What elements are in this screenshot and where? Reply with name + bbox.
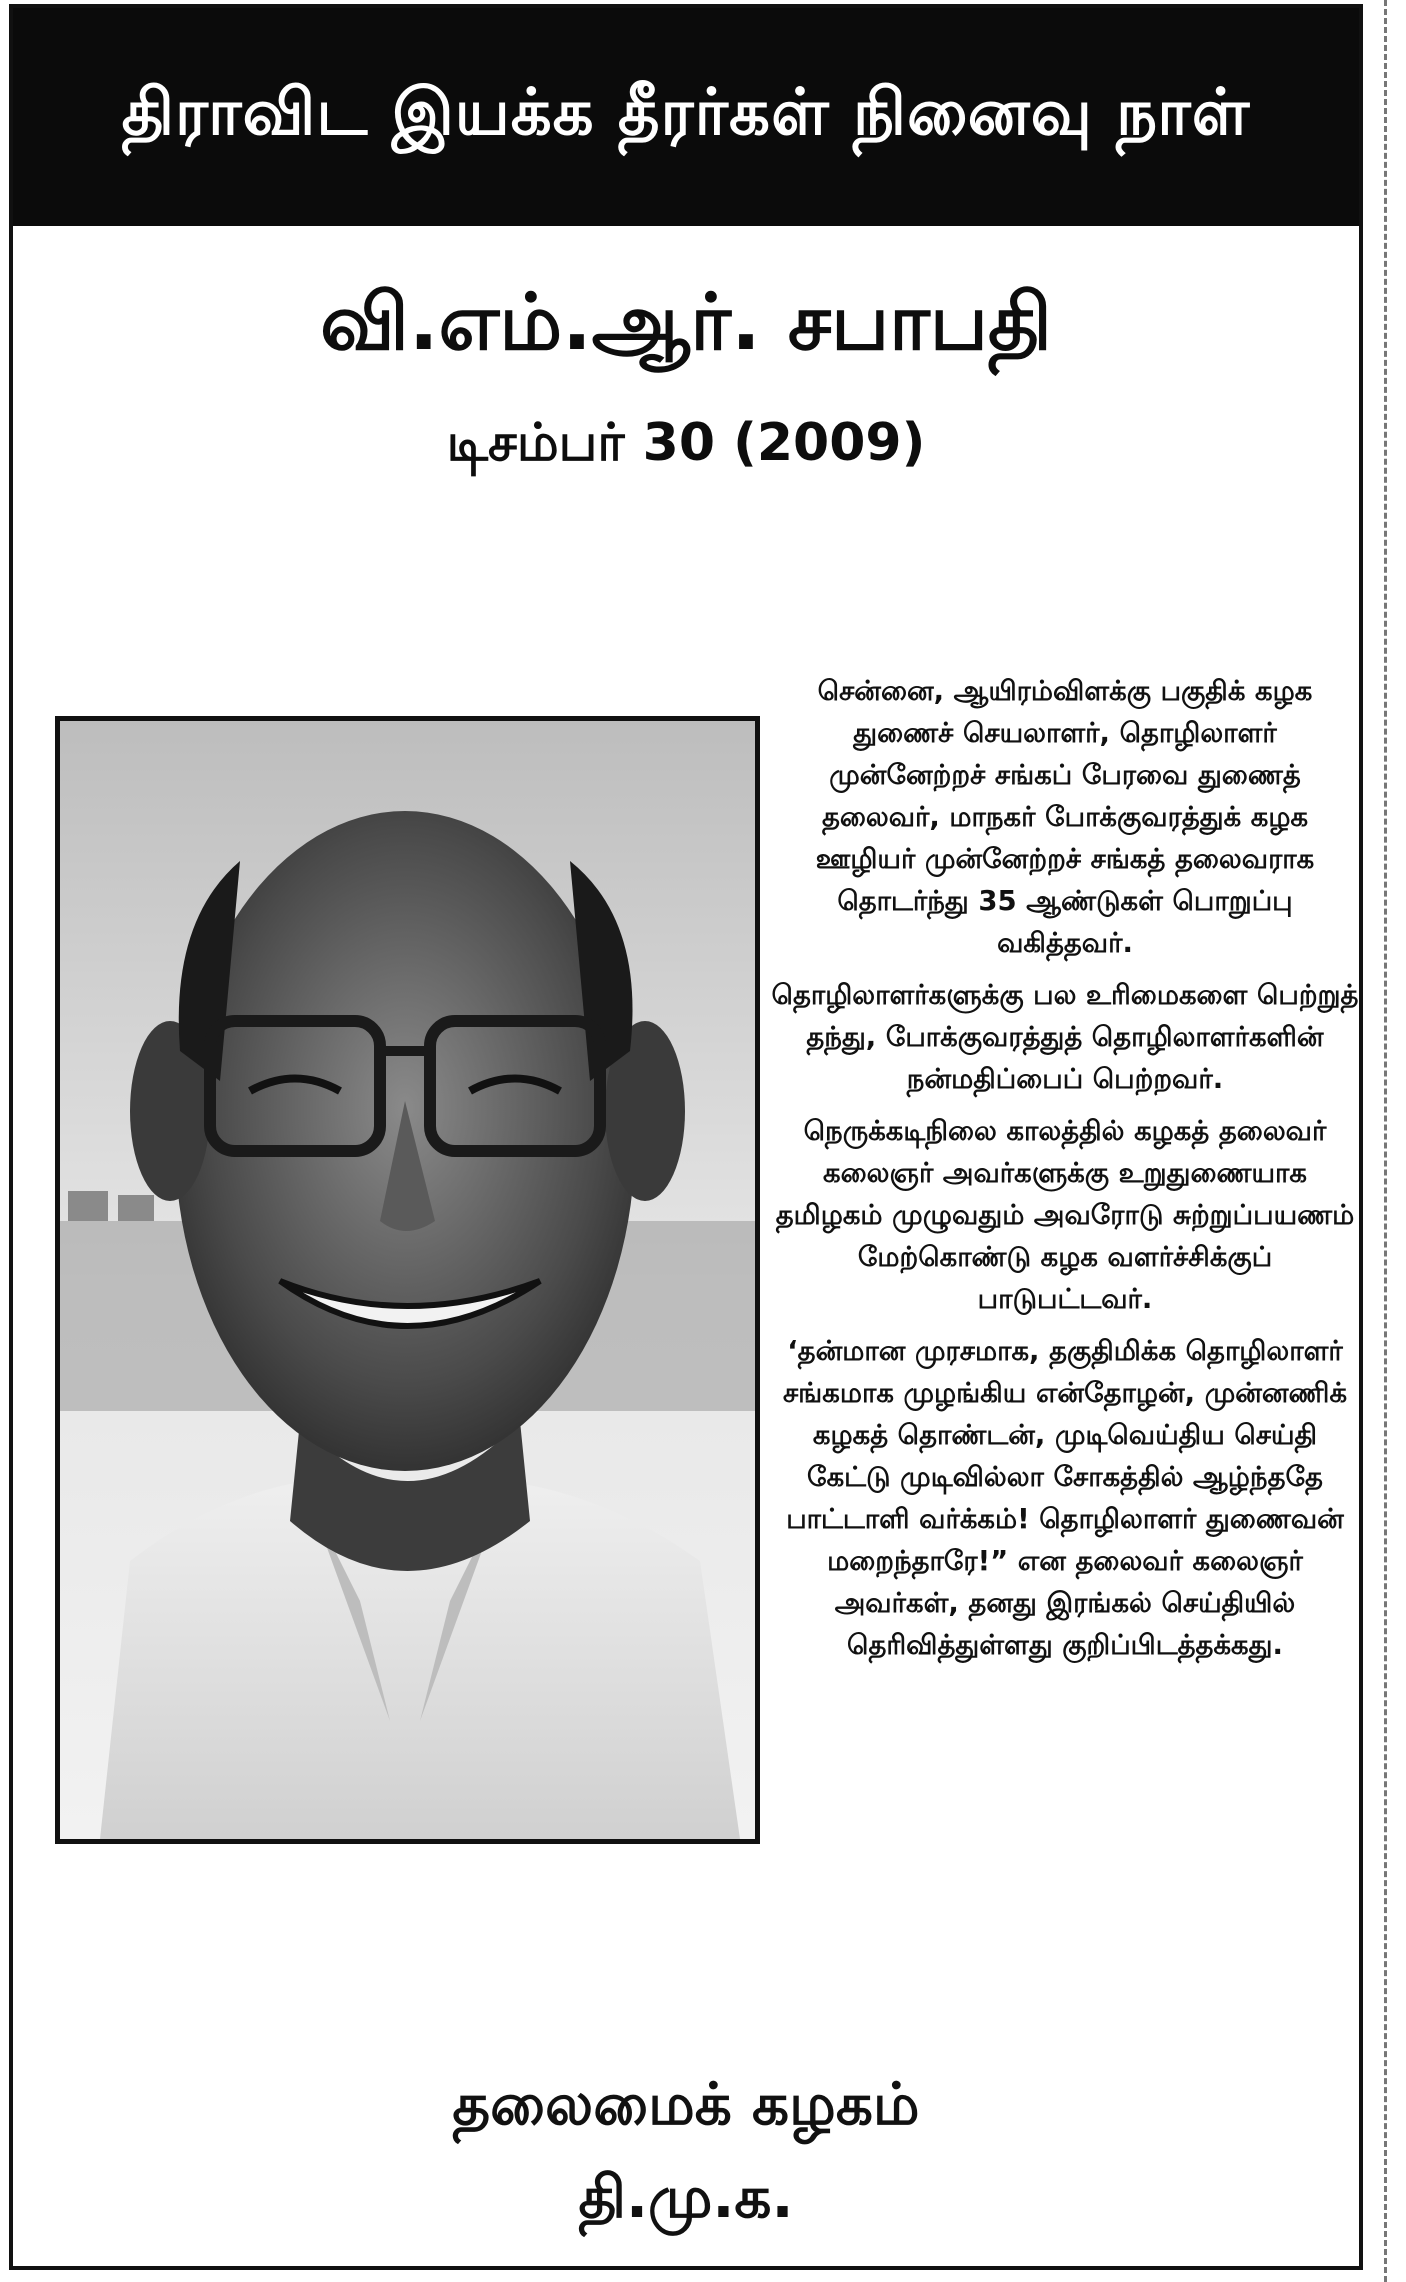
header-banner [13,8,1359,226]
footer-organization: தலைமைக் கழகம் [452,2070,920,2138]
banner-title: திராவிட இயக்க தீரர்கள் நினைவு நாள் [121,76,1251,150]
paragraph-3: நெருக்கடிநிலை காலத்தில் கழகத் தலைவர் கலைஞர் அவர்களுக்கு உறுதுணையாக தமிழகம் முழுவதும் அவரோடு சுற்றுப்பயணம் மேற்கொண்டு கழக வளர்ச்சிக்குப் பாடுபட்டவர். [775,1115,1355,1315]
advertisement-frame [9,4,1363,2270]
paragraph-2: தொழிலாளர்களுக்கு பல உரிமைகளை பெற்றுத் தந்து, போக்குவரத்துத் தொழிலாளர்களின் நன்மதிப்பைப் பெற்றவர். [771,979,1359,1095]
paragraph-1: சென்னை, ஆயிரம்விளக்கு பகுதிக் கழக துணைச் செயலாளர், தொழிலாளர் முன்னேற்றச் சங்கப் பேரவை துணைத் தலைவர், மாநகர் போக்குவரத்துக் கழக ஊழியர் முன்னேற்றச் சங்கத் தலைவராக தொடர்ந்து 35 ஆண்டுகள் பொறுப்பு வகித்தவர். [815,675,1315,959]
footer-party: தி.மு.க. [578,2163,794,2231]
person-name: வி.எம்.ஆர். சபாபதி [320,278,1052,368]
paragraph-4: ‘தன்மான முரசமாக, தகுதிமிக்க தொழிலாளர் சங்கமாக முழங்கிய என்தோழன், முன்னணிக் கழகத் தொண்டன், முடிவெய்திய செய்தி கேட்டு முடிவில்லா சோகத்தில் ஆழ்ந்ததே பாட்டாளி வர்க்கம்! தொழிலாளர் துணைவன் மறைந்தாரே!” என தலைவர் கலைஞர் அவர்கள், தனது இரங்கல் செய்தியில் தெரிவித்துள்ளது குறிப்பிடத்தக்கது. [782,1335,1348,1661]
memorial-date: டிசம்பர் 30 (2009) [446,413,926,473]
portrait-photo [55,716,760,1844]
portrait-illustration [60,721,755,1839]
dashed-cut-line [1384,0,1387,2282]
obituary-text [771,670,1359,1676]
